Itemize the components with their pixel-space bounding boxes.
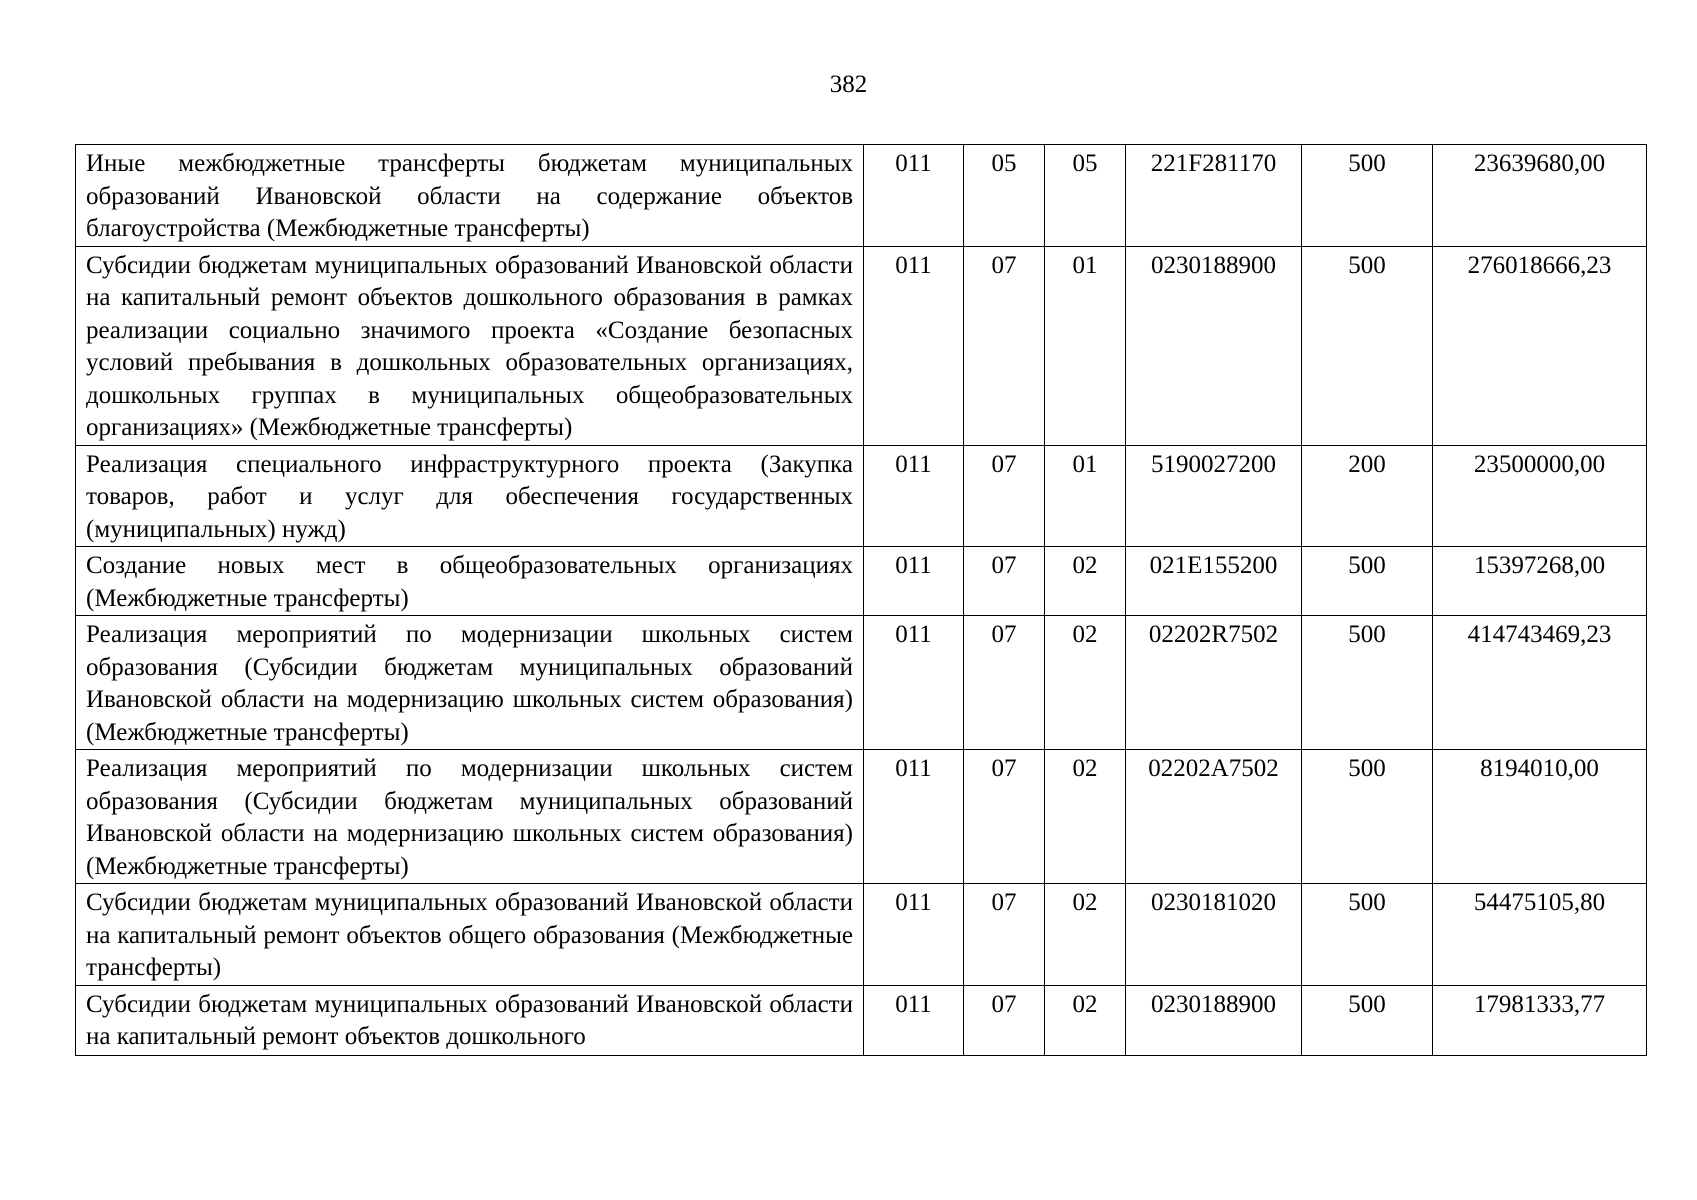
section-code: 07 [964, 985, 1045, 1055]
row-description: Реализация мероприятий по модернизации школьных систем образования (Субсидии бюджетам муниципальных образований Ивановской области на модернизацию школьных систем образования) (Межбюджетные трансферты) [76, 616, 864, 750]
section-code: 05 [964, 145, 1045, 247]
section-code: 07 [964, 445, 1045, 547]
section-code: 07 [964, 246, 1045, 445]
target-article-code: 5190027200 [1126, 445, 1302, 547]
target-article-code: 0230188900 [1126, 985, 1302, 1055]
table-row [76, 750, 1647, 884]
ministry-code: 011 [864, 750, 964, 884]
table-row [76, 616, 1647, 750]
ministry-code: 011 [864, 145, 964, 247]
table-row [76, 246, 1647, 445]
amount: 8194010,00 [1433, 750, 1647, 884]
table-row [76, 985, 1647, 1055]
amount: 17981333,77 [1433, 985, 1647, 1055]
expense-type-code: 500 [1302, 246, 1433, 445]
row-description: Субсидии бюджетам муниципальных образований Ивановской области на капитальный ремонт объектов общего образования (Межбюджетные трансферты) [76, 884, 864, 986]
amount: 54475105,80 [1433, 884, 1647, 986]
amount: 15397268,00 [1433, 547, 1647, 616]
expense-type-code: 500 [1302, 750, 1433, 884]
section-code: 07 [964, 616, 1045, 750]
row-description: Субсидии бюджетам муниципальных образований Ивановской области на капитальный ремонт объектов дошкольного образования в рамках реализации социально значимого проекта «Создание безопасных условий пребывания в дошкольных образовательных организациях, дошкольных группах в муниципальных общеобразовательных организациях» (Межбюджетные трансферты) [76, 246, 864, 445]
expense-type-code: 200 [1302, 445, 1433, 547]
subsection-code: 02 [1045, 985, 1126, 1055]
table-row [76, 884, 1647, 986]
expense-type-code: 500 [1302, 985, 1433, 1055]
target-article-code: 02202R7502 [1126, 616, 1302, 750]
amount: 23500000,00 [1433, 445, 1647, 547]
amount: 414743469,23 [1433, 616, 1647, 750]
target-article-code: 021E155200 [1126, 547, 1302, 616]
table-row [76, 547, 1647, 616]
table-row [76, 145, 1647, 247]
row-description: Реализация специального инфраструктурного проекта (Закупка товаров, работ и услуг для обеспечения государственных (муниципальных) нужд) [76, 445, 864, 547]
expense-type-code: 500 [1302, 616, 1433, 750]
row-description: Реализация мероприятий по модернизации школьных систем образования (Субсидии бюджетам муниципальных образований Ивановской области на модернизацию школьных систем образования) (Межбюджетные трансферты) [76, 750, 864, 884]
ministry-code: 011 [864, 616, 964, 750]
ministry-code: 011 [864, 445, 964, 547]
expense-type-code: 500 [1302, 145, 1433, 247]
ministry-code: 011 [864, 985, 964, 1055]
target-article-code: 0230188900 [1126, 246, 1302, 445]
ministry-code: 011 [864, 246, 964, 445]
target-article-code: 0230181020 [1126, 884, 1302, 986]
subsection-code: 01 [1045, 445, 1126, 547]
target-article-code: 221F281170 [1126, 145, 1302, 247]
amount: 276018666,23 [1433, 246, 1647, 445]
section-code: 07 [964, 750, 1045, 884]
subsection-code: 02 [1045, 884, 1126, 986]
table-row [76, 445, 1647, 547]
row-description: Иные межбюджетные трансферты бюджетам муниципальных образований Ивановской области на содержание объектов благоустройства (Межбюджетные трансферты) [76, 145, 864, 247]
subsection-code: 02 [1045, 616, 1126, 750]
expense-type-code: 500 [1302, 884, 1433, 986]
target-article-code: 02202A7502 [1126, 750, 1302, 884]
expense-type-code: 500 [1302, 547, 1433, 616]
page-number: 382 [829, 71, 868, 98]
subsection-code: 01 [1045, 246, 1126, 445]
row-description: Субсидии бюджетам муниципальных образований Ивановской области на капитальный ремонт объектов дошкольного [76, 985, 864, 1055]
subsection-code: 02 [1045, 750, 1126, 884]
amount: 23639680,00 [1433, 145, 1647, 247]
section-code: 07 [964, 547, 1045, 616]
row-description: Создание новых мест в общеобразовательных организациях (Межбюджетные трансферты) [76, 547, 864, 616]
ministry-code: 011 [864, 884, 964, 986]
ministry-code: 011 [864, 547, 964, 616]
budget-table [75, 144, 1647, 1056]
subsection-code: 02 [1045, 547, 1126, 616]
section-code: 07 [964, 884, 1045, 986]
subsection-code: 05 [1045, 145, 1126, 247]
